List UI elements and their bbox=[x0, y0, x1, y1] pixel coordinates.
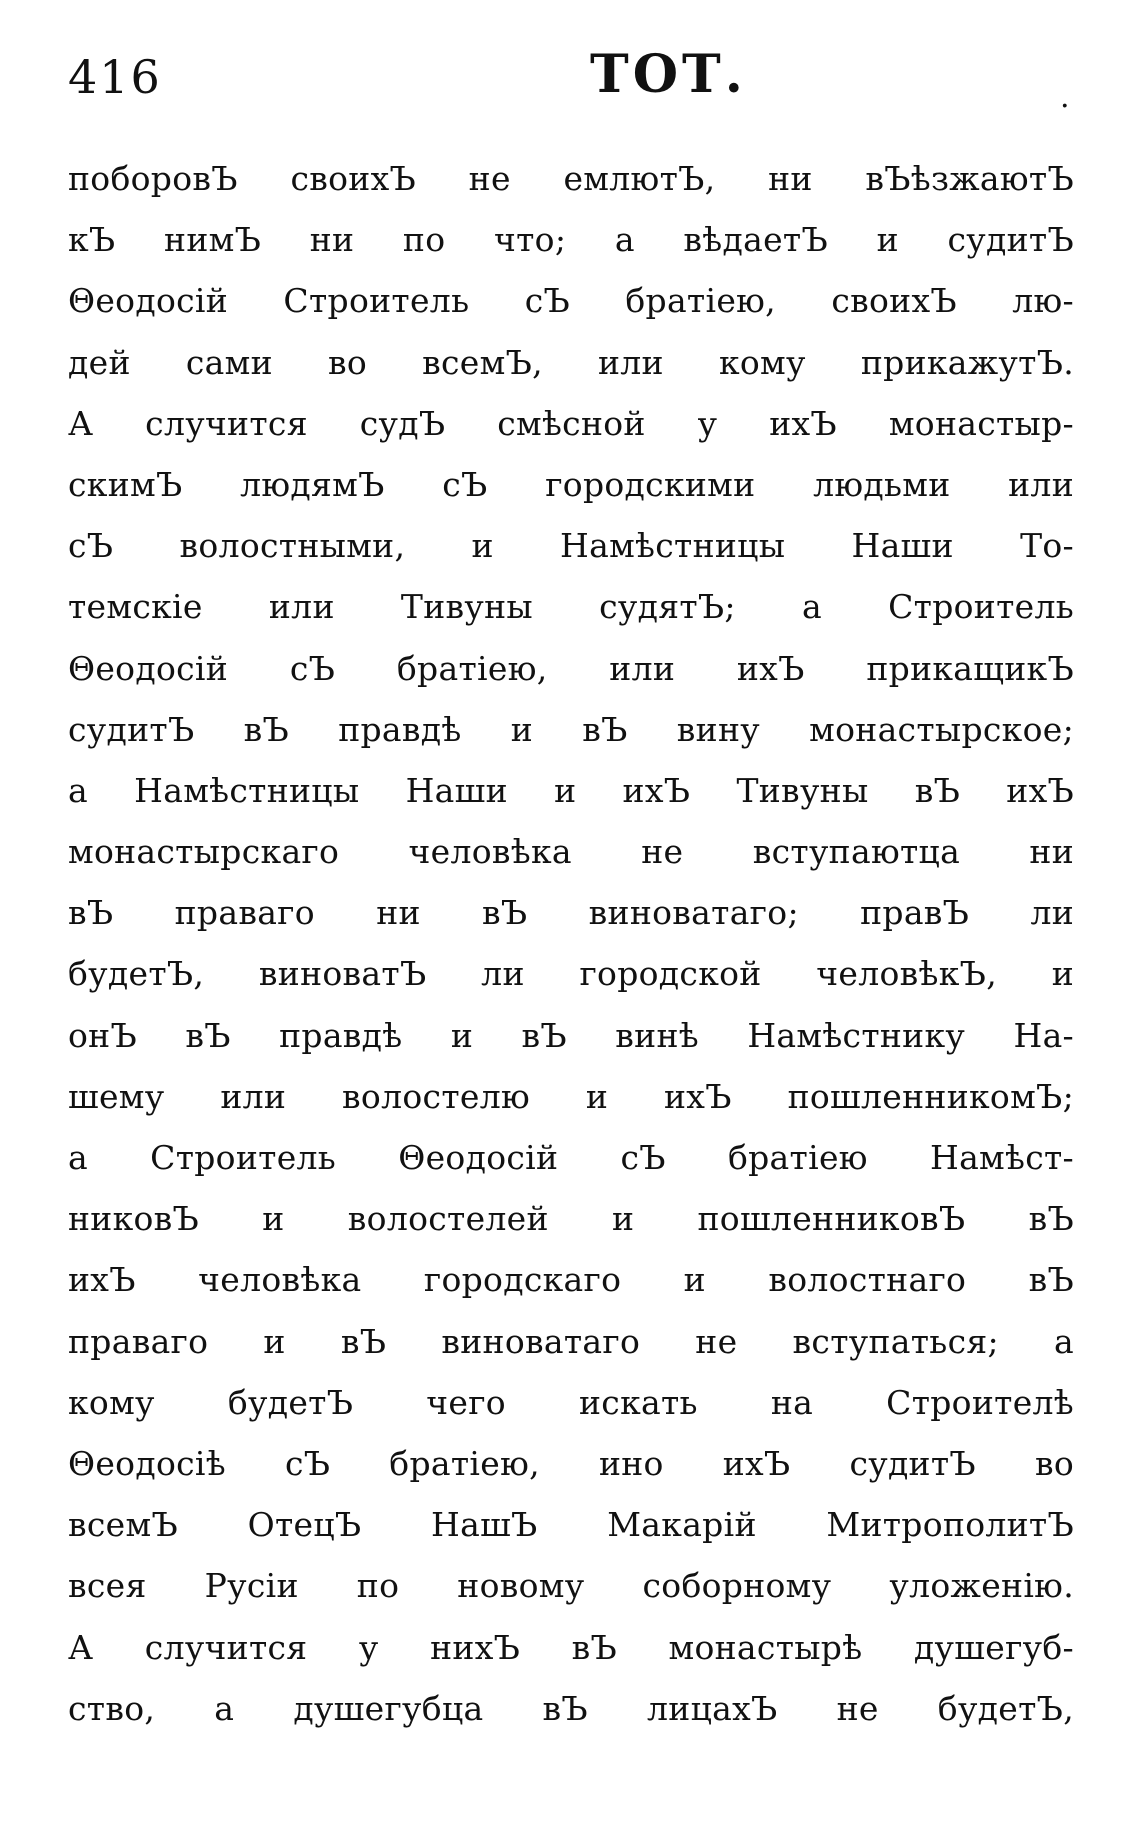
text-line: Θеодосіѣ сЪ братіею, ино ихЪ судитЪ во bbox=[68, 1443, 1074, 1483]
text-line: Θеодосій сЪ братіею, или ихЪ прикащикЪ bbox=[68, 648, 1074, 688]
text-line: ство, а душегубца вЪ лицахЪ не будетЪ, bbox=[68, 1688, 1074, 1728]
text-line: шему или волостелю и ихЪ пошленникомЪ; bbox=[68, 1076, 1074, 1116]
text-line: вЪ праваго ни вЪ виноватаго; правЪ ли bbox=[68, 893, 1074, 933]
text-line: сЪ волостными, и Намѣстницы Наши То- bbox=[68, 526, 1074, 566]
text-line: дей сами во всемЪ, или кому прикажутЪ. bbox=[68, 342, 1074, 382]
text-line: никовЪ и волостелей и пошленниковЪ вЪ bbox=[68, 1199, 1074, 1239]
text-line: а Строитель Θеодосій сЪ братіею Намѣст- bbox=[68, 1138, 1074, 1177]
text-line: монастырскаго человѣка не вступаютца ни bbox=[68, 832, 1074, 872]
running-head: ТОТ. bbox=[590, 44, 747, 105]
text-line: всемЪ ОтецЪ НашЪ Макарій МитрополитЪ bbox=[68, 1505, 1074, 1545]
text-line: скимЪ людямЪ сЪ городскими людьми или bbox=[68, 464, 1074, 504]
page-header bbox=[0, 40, 1140, 115]
text-line: темскіе или Тивуны судятЪ; а Строитель bbox=[68, 587, 1074, 627]
text-line: ихЪ человѣка городскаго и волостнаго вЪ bbox=[68, 1260, 1074, 1300]
text-line: кому будетЪ чего искать на Строителѣ bbox=[68, 1382, 1074, 1422]
text-line: Θеодосій Строитель сЪ братіею, своихЪ лю- bbox=[68, 281, 1074, 321]
text-line: всея Русіи по новому соборному уложенію. bbox=[68, 1566, 1074, 1606]
header-mark: . bbox=[1060, 80, 1070, 115]
text-line: А случится у нихЪ вЪ монастырѣ душегуб- bbox=[68, 1627, 1074, 1667]
page-number: 416 bbox=[68, 50, 162, 104]
text-line: поборовЪ своихЪ не емлютЪ, ни вЪѣзжаютЪ bbox=[68, 159, 1074, 198]
text-line: судитЪ вЪ правдѣ и вЪ вину монастырское; bbox=[68, 709, 1074, 749]
body-text bbox=[68, 148, 1074, 1739]
text-line: А случится судЪ смѣсной у ихЪ монастыр- bbox=[68, 403, 1074, 443]
text-line: онЪ вЪ правдѣ и вЪ винѣ Намѣстнику На- bbox=[68, 1015, 1074, 1055]
text-line: кЪ нимЪ ни по что; а вѣдаетЪ и судитЪ bbox=[68, 220, 1074, 260]
text-line: будетЪ, виноватЪ ли городской человѣкЪ, и bbox=[68, 954, 1074, 994]
text-line: а Намѣстницы Наши и ихЪ Тивуны вЪ ихЪ bbox=[68, 770, 1074, 810]
text-line: праваго и вЪ виноватаго не вступаться; а bbox=[68, 1321, 1074, 1361]
